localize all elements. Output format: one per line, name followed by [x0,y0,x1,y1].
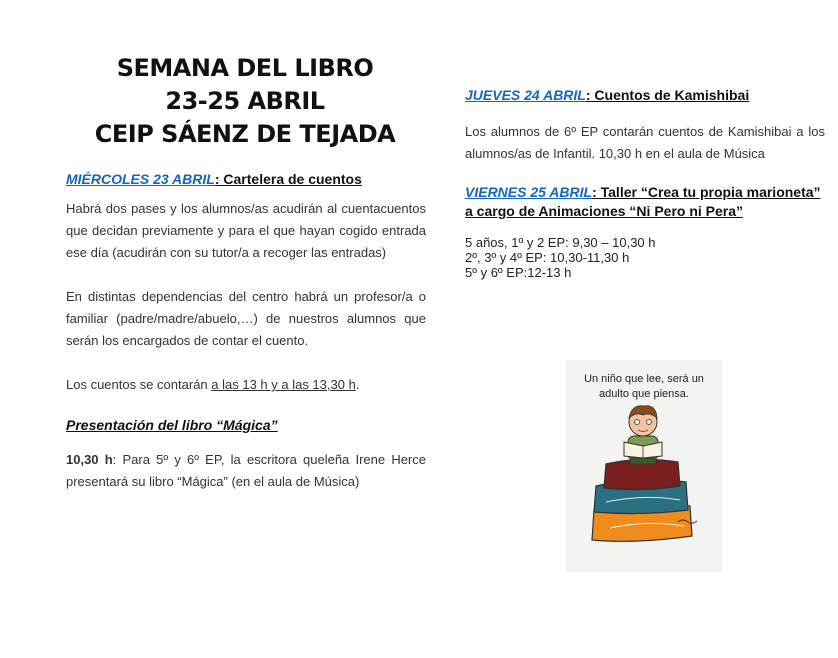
wednesday-paragraph-1: Habrá dos pases y los alumnos/as acudirán al cuentacuentos que decidan previamente y para el que hayan cogido entrada ese día (acudirán con su tutor/a a recoger las entradas) [66,201,426,260]
friday-date: VIERNES 25 ABRIL [465,184,593,200]
wednesday-date: MIÉRCOLES 23 ABRIL [66,171,215,187]
right-column [465,86,825,280]
reading-child [624,406,662,464]
presentation-paragraph [66,449,426,493]
wednesday-event: : Cartelera de cuentos [214,171,362,187]
presentation-heading [66,416,426,435]
schedule-line-1: 5 años, 1º y 2 EP: 9,30 – 10,30 h [465,235,656,250]
thursday-event: : Cuentos de Kamishibai [585,87,750,103]
presentation-time: 10,30 h [66,452,113,467]
illustration-caption-line-1: Un niño que lee, será un [584,373,704,385]
left-column [66,170,426,493]
thursday-date: JUEVES 24 ABRIL [465,87,586,103]
title-line-2: 23-25 ABRIL [165,87,325,115]
presentation-text: : Para 5º y 6º EP, la escritora queleña Irene Herce presentará su libro “Mágica” (en el aula de Música) [66,452,426,489]
document-title [60,52,430,151]
schedule-line-2: 2º, 3º y 4º EP: 10,30-11,30 h [465,250,630,265]
schedule-line-3: 5º y 6º EP:12-13 h [465,265,572,280]
wednesday-paragraph-3 [66,374,426,396]
friday-schedule [465,235,825,280]
wednesday-heading [66,170,426,189]
presentation-heading-text: Presentación del libro “Mágica” [66,417,278,433]
title-line-3: CEIP SÁENZ DE TEJADA [94,120,396,148]
illustration-caption-line-2: adulto que piensa. [599,388,689,400]
reading-child-illustration [566,360,722,572]
title-line-1: SEMANA DEL LIBRO [116,54,374,82]
wednesday-times: a las 13 h y a las 13,30 h [211,377,356,392]
friday-heading [465,183,825,221]
wednesday-p3-prefix: Los cuentos se contarán [66,377,212,392]
wednesday-paragraph-2: En distintas dependencias del centro habrá un profesor/a o familiar (padre/madre/abuelo,…) de nuestros alumnos que serán los encargados de contar el cuento. [66,289,426,348]
wednesday-p3-suffix: . [355,377,360,392]
friday-event: : Taller “Crea tu propia marioneta” a cargo de Animaciones “Ni Pero ni Pera” [465,184,821,219]
book-stack [592,459,692,541]
thursday-heading [465,86,825,105]
child-on-books-drawing [566,360,722,572]
thursday-paragraph: Los alumnos de 6º EP contarán cuentos de Kamishibai a los alumnos/as de Infantil. 10,30 h en el aula de Música [465,124,825,161]
